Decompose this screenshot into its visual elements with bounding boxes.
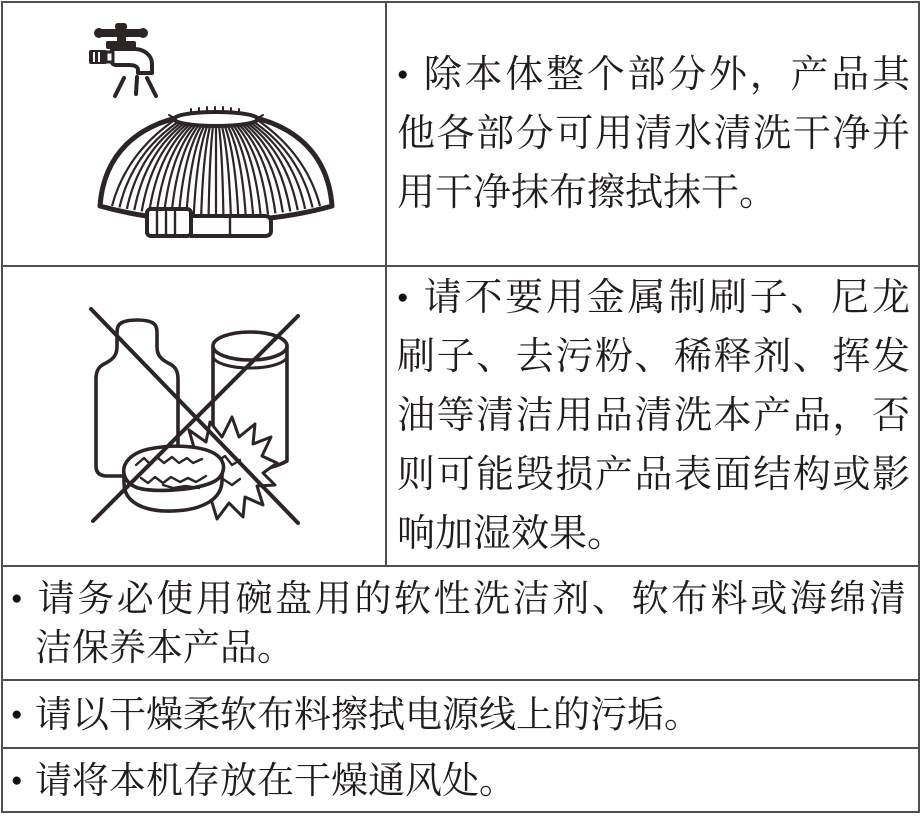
- crossed-cleaning-supplies-icon: [3, 267, 385, 565]
- text-segment: 请务必使用碗盘用的软性洗洁剂、软布料或海绵清: [35, 578, 906, 619]
- bullet-icon: ●: [11, 588, 23, 609]
- table-row-dry-storage: [3, 749, 918, 811]
- sponge-icon: [124, 446, 224, 511]
- table-row-rinse: [3, 3, 918, 267]
- text-line: [11, 574, 906, 623]
- text-cell-no-abrasives: [387, 267, 918, 565]
- text-segment: 他各部分可用清水清洗干净并: [397, 113, 910, 155]
- text-line: [397, 105, 910, 164]
- text-line: [11, 756, 906, 805]
- text-segment: 响加湿效果。: [397, 513, 626, 555]
- table-row-mild-detergent: [3, 567, 918, 681]
- text-line: [397, 387, 910, 446]
- text-cell-rinse: [387, 3, 918, 265]
- text-segment: 则可能毁损产品表面结构或影: [397, 454, 910, 496]
- text-line: [397, 164, 910, 223]
- faucet-icon: [89, 23, 152, 73]
- table-row-wipe-cord: [3, 681, 918, 749]
- text-segment: 刷子、去污粉、稀释剂、挥发: [397, 336, 910, 378]
- text-line: [397, 45, 910, 105]
- illustration-cell-rinse: [3, 3, 387, 265]
- bullet-icon: ●: [11, 769, 23, 791]
- text-line: [397, 268, 910, 328]
- bullet-icon: ●: [11, 703, 23, 725]
- text-segment: 洁保养本产品。: [35, 627, 294, 668]
- text-line: [397, 446, 910, 505]
- humidifier-cover-icon: [100, 107, 332, 236]
- text-line: [397, 328, 910, 387]
- text-segment: 请将本机存放在干燥通风处。: [35, 759, 516, 801]
- text-segment: 用干净抹布擦拭抹干。: [397, 172, 778, 214]
- text-line: [11, 690, 906, 739]
- bullet-icon: ●: [397, 64, 409, 85]
- text-segment: 除本体整个部分外，产品其: [421, 54, 910, 96]
- text-segment: 请不要用金属制刷子、尼龙: [421, 277, 910, 319]
- care-instructions-table: [1, 1, 920, 813]
- text-segment: 油等清洁用品清洗本产品，否: [397, 395, 910, 437]
- text-line: [397, 505, 910, 564]
- text-segment: 请以干燥柔软布料擦拭电源线上的污垢。: [35, 693, 701, 735]
- table-row-no-abrasives: [3, 267, 918, 567]
- text-line: [11, 623, 906, 672]
- bullet-icon: ●: [397, 287, 409, 308]
- illustration-cell-no-abrasives: [3, 267, 387, 565]
- faucet-water-icon: [3, 3, 385, 265]
- water-spray-icon: [115, 77, 156, 96]
